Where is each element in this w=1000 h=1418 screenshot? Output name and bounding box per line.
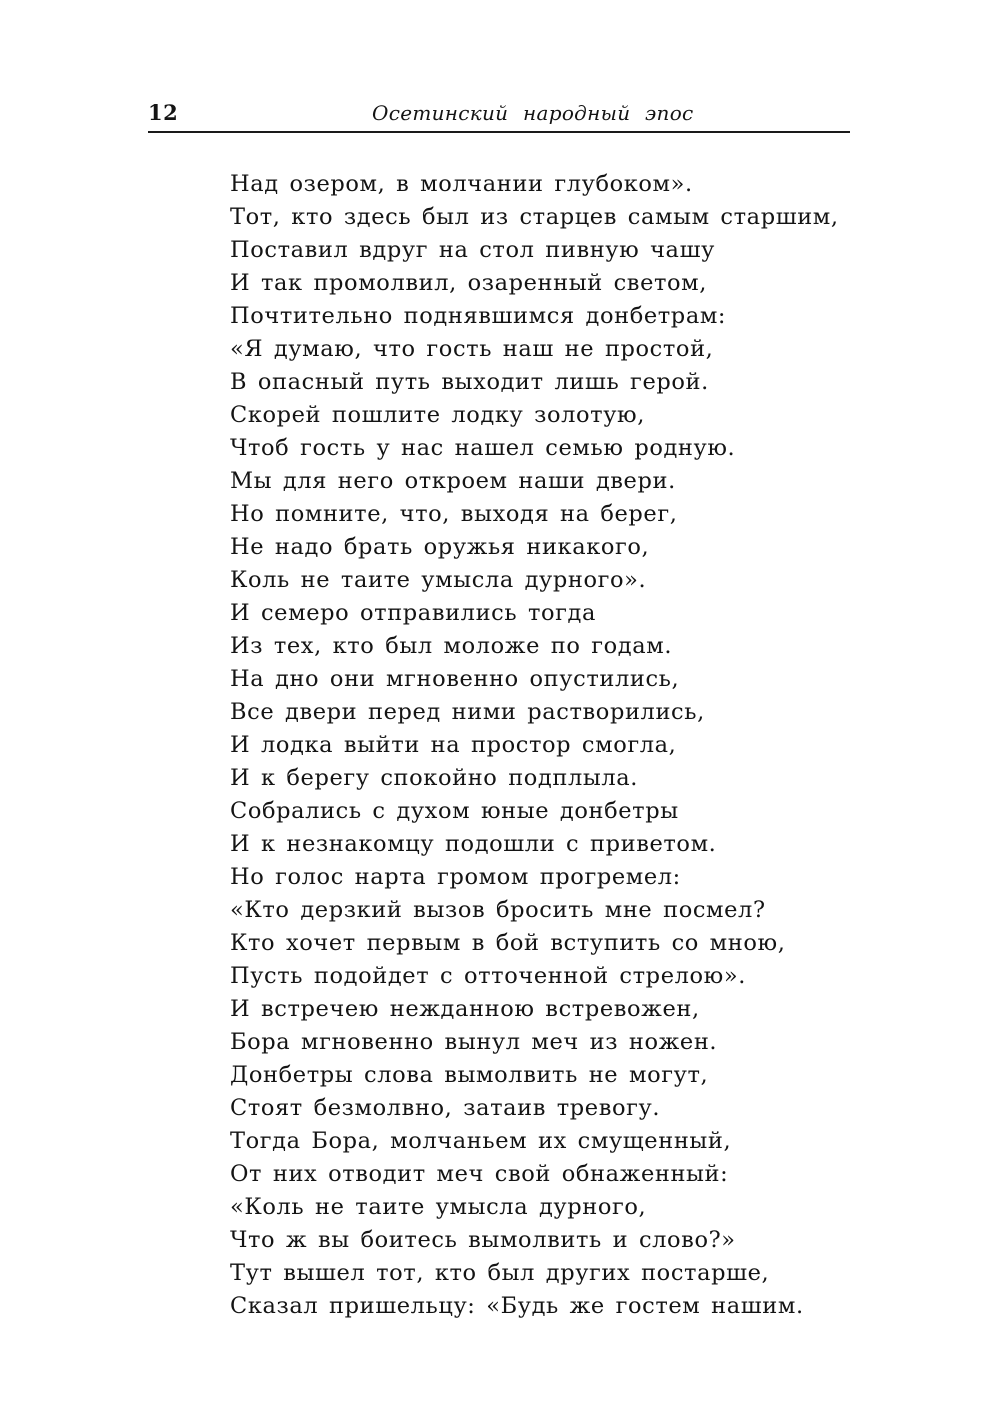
poem-line: Из тех, кто был моложе по годам. — [230, 633, 673, 659]
poem-line: И лодка выйти на простор смогла, — [230, 732, 677, 758]
poem-text — [230, 168, 839, 1323]
page-number: 12 — [148, 100, 179, 125]
poem-line: Сказал пришельцу: «Будь же гостем нашим. — [230, 1293, 804, 1319]
poem-line: Но помните, что, выходя на берег, — [230, 501, 678, 527]
poem-line: «Я думаю, что гость наш не простой, — [230, 336, 714, 362]
poem-line: И к берегу спокойно подплыла. — [230, 765, 639, 791]
poem-line: От них отводит меч свой обнаженный: — [230, 1161, 729, 1187]
poem-line: Мы для него откроем наши двери. — [230, 468, 676, 494]
poem-line: Бора мгновенно вынул меч из ножен. — [230, 1029, 718, 1055]
poem-line: И встречею нежданною встревожен, — [230, 996, 700, 1022]
poem-line: Тот, кто здесь был из старцев самым старшим, — [230, 204, 839, 230]
poem-line: Над озером, в молчании глубоком». — [230, 171, 693, 197]
poem-line: Почтительно поднявшимся донбетрам: — [230, 303, 727, 329]
poem-line: Коль не таите умысла дурного». — [230, 567, 647, 593]
running-title: Осетинский народный эпос — [372, 101, 694, 125]
poem-line: Пусть подойдет с отточенной стрелою». — [230, 963, 746, 989]
poem-line: Тогда Бора, молчаньем их смущенный, — [230, 1128, 732, 1154]
poem-line: Собрались с духом юные донбетры — [230, 798, 679, 824]
poem-line: Донбетры слова вымолвить не могут, — [230, 1062, 709, 1088]
poem-line: И так промолвил, озаренный светом, — [230, 270, 708, 296]
poem-line: Не надо брать оружья никакого, — [230, 534, 650, 560]
poem-line: И к незнакомцу подошли с приветом. — [230, 831, 717, 857]
poem-line: Но голос нарта громом прогремел: — [230, 864, 681, 890]
poem-line: Стоят безмолвно, затаив тревогу. — [230, 1095, 661, 1121]
poem-line: Поставил вдруг на стол пивную чашу — [230, 237, 715, 263]
poem-line: Все двери перед ними растворились, — [230, 699, 705, 725]
poem-line: На дно они мгновенно опустились, — [230, 666, 680, 692]
poem-line: «Коль не таите умысла дурного, — [230, 1194, 647, 1220]
header-rule — [148, 131, 850, 133]
poem-line: Чтоб гость у нас нашел семью родную. — [230, 435, 736, 461]
poem-line: «Кто дерзкий вызов бросить мне посмел? — [230, 897, 766, 923]
poem-line: Что ж вы боитесь вымолвить и слово?» — [230, 1227, 736, 1253]
poem-line: В опасный путь выходит лишь герой. — [230, 369, 709, 395]
poem-line: Тут вышел тот, кто был других постарше, — [230, 1260, 770, 1286]
poem-line: Кто хочет первым в бой вступить со мною, — [230, 930, 786, 956]
poem-line: И семеро отправились тогда — [230, 600, 597, 626]
poem-line: Скорей пошлите лодку золотую, — [230, 402, 645, 428]
